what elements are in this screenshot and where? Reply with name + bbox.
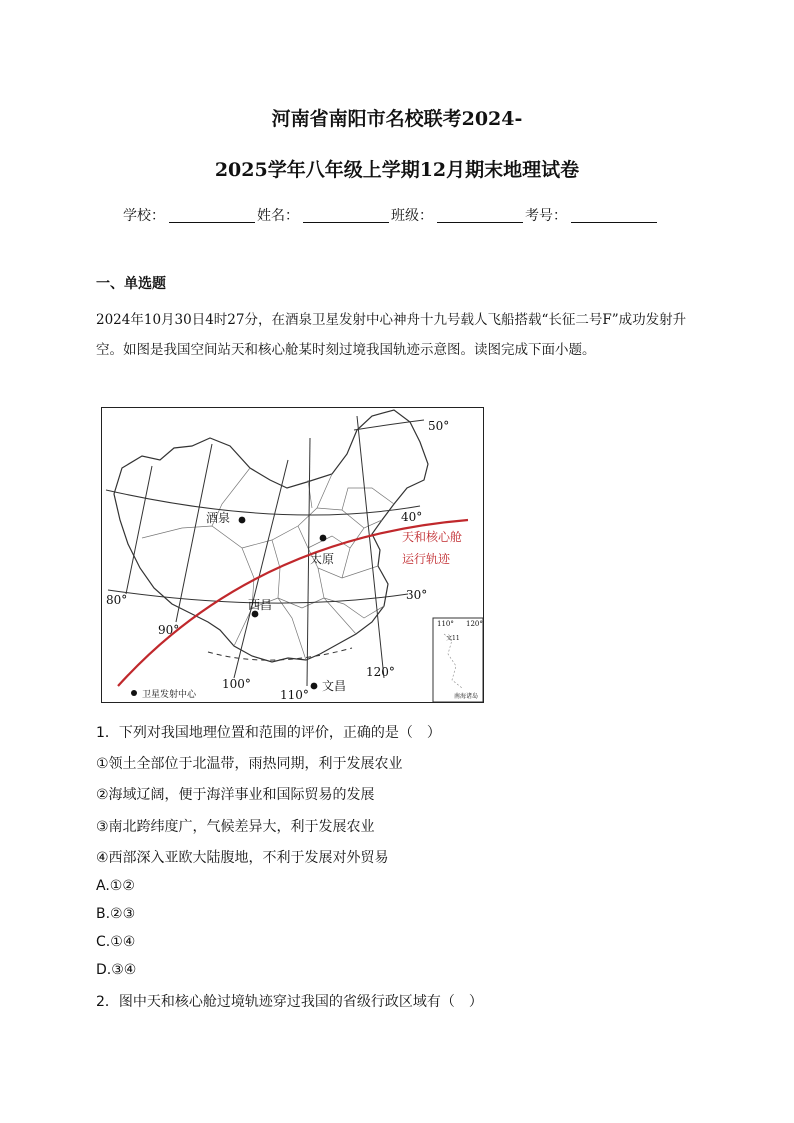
lon-110: 110°	[280, 688, 309, 702]
inset-lon-110: 110°	[437, 620, 454, 628]
taiyuan-dot	[320, 535, 327, 542]
q2-stem: 2．图中天和核心舱过境轨迹穿过我国的省级行政区域有（ ）	[96, 994, 483, 1010]
section-heading: 一、单选题	[96, 276, 166, 292]
place-jiuquan: 酒泉	[206, 511, 231, 525]
place-xichang: 西昌	[248, 598, 273, 612]
q1-stem: 1．下列对我国地理位置和范围的评价，正确的是（ ）	[96, 725, 441, 741]
place-taiyuan: 太原	[310, 552, 335, 566]
question-passage: 2024年10月30日4时27分，在酒泉卫星发射中心神舟十九号载人飞船搭载“长征二号F”成功发射升空。如图是我国空间站天和核心舱某时刻过境我国轨迹示意图。读图完成下面小题。	[96, 312, 687, 358]
q1-option-b[interactable]: B.②③	[96, 906, 136, 922]
lon-90: 90°	[158, 623, 180, 637]
q1-item-4: ④西部深入亚欧大陆腹地，不利于发展对外贸易	[96, 850, 389, 866]
number-label: 考号：	[525, 208, 567, 224]
map-svg	[102, 408, 484, 703]
jiuquan-dot	[239, 517, 246, 524]
school-label: 学校：	[123, 208, 165, 224]
legend-dot	[131, 690, 137, 696]
q1-option-a[interactable]: A.①②	[96, 878, 135, 894]
q1-option-d[interactable]: D.③④	[96, 962, 137, 978]
student-info-row	[123, 205, 659, 225]
lon-100: 100°	[222, 677, 251, 691]
lon-120: 120°	[366, 665, 395, 679]
lat-50: 50°	[428, 419, 450, 433]
trajectory-map	[101, 407, 484, 703]
track-label-2: 运行轨迹	[402, 552, 451, 566]
q1-item-2: ②海域辽阔，便于海洋事业和国际贸易的发展	[96, 787, 375, 803]
lat-30: 30°	[406, 588, 428, 602]
class-blank[interactable]	[437, 208, 523, 223]
q1-item-3: ③南北跨纬度广，气候差异大，利于发展农业	[96, 819, 375, 835]
inset-lon-120: 120°	[466, 620, 483, 628]
legend-text: 卫星发射中心	[142, 690, 197, 700]
school-blank[interactable]	[169, 208, 255, 223]
exam-title-line1: 河南省南阳市名校联考2024-	[271, 108, 523, 130]
lon-80: 80°	[106, 593, 128, 607]
name-label: 姓名：	[257, 208, 299, 224]
q1-option-c[interactable]: C.①④	[96, 934, 136, 950]
q1-item-1: ①领土全部位于北温带，雨热同期，利于发展农业	[96, 756, 403, 772]
place-wenchang: 文昌	[322, 679, 347, 693]
exam-title-line2: 2025学年八年级上学期12月期末地理试卷	[214, 159, 580, 181]
name-blank[interactable]	[303, 208, 389, 223]
south-sea-inset	[433, 618, 483, 702]
track-label-1: 天和核心舱	[402, 530, 463, 544]
inset-text-1: 文11	[446, 635, 460, 642]
lat-40: 40°	[401, 510, 423, 524]
class-label: 班级：	[391, 208, 433, 224]
wenchang-dot	[311, 683, 318, 690]
inset-text-2: 南海诸岛	[454, 693, 479, 700]
number-blank[interactable]	[571, 208, 657, 223]
